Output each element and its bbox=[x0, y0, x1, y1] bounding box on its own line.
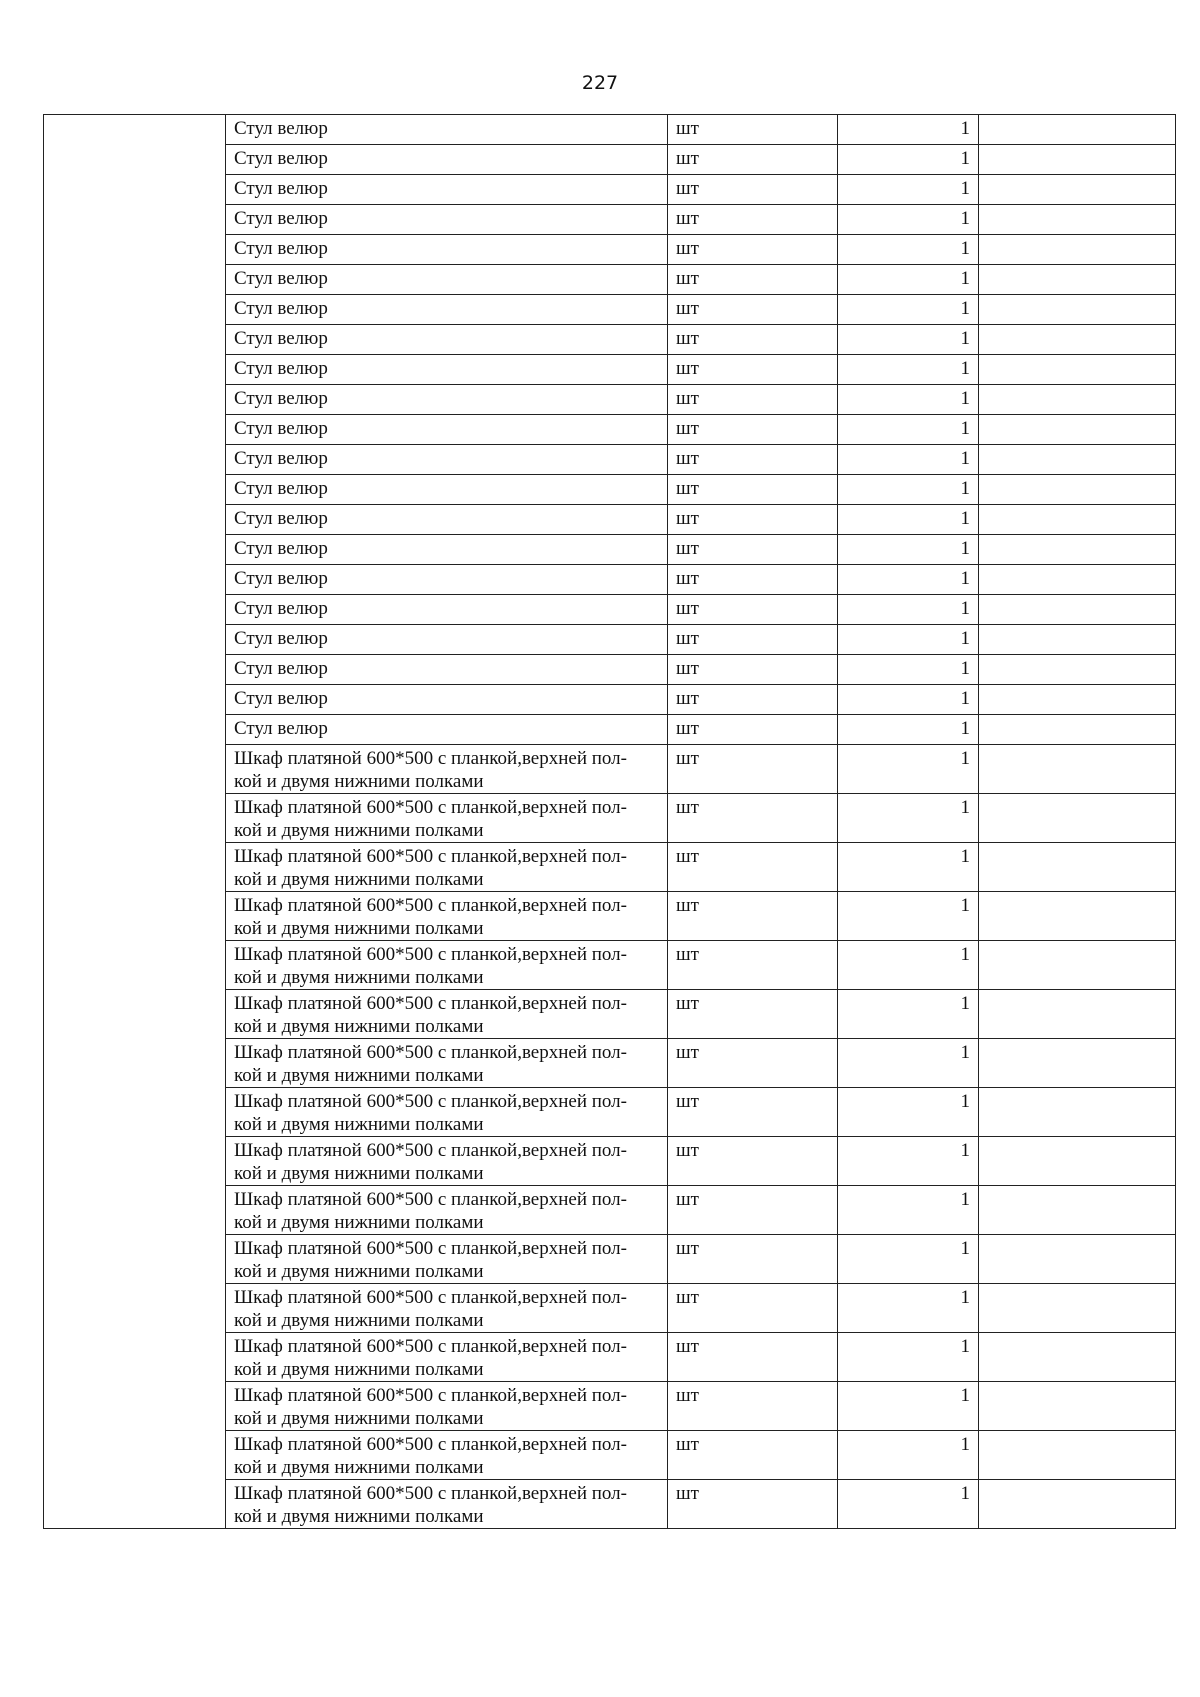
item-note-cell bbox=[979, 625, 1176, 655]
item-note-cell bbox=[979, 265, 1176, 295]
item-quantity-cell: 1 bbox=[838, 1431, 979, 1480]
item-quantity-cell: 1 bbox=[838, 685, 979, 715]
item-quantity-cell: 1 bbox=[838, 1382, 979, 1431]
item-unit-cell: шт bbox=[668, 1235, 838, 1284]
item-name-line: кой и двумя нижними полками bbox=[234, 1457, 484, 1478]
item-unit-cell: шт bbox=[668, 1088, 838, 1137]
item-name-line: кой и двумя нижними полками bbox=[234, 1212, 484, 1233]
item-note-cell bbox=[979, 205, 1176, 235]
item-quantity-cell: 1 bbox=[838, 415, 979, 445]
item-note-cell bbox=[979, 385, 1176, 415]
item-name-cell bbox=[226, 115, 668, 145]
item-note-cell bbox=[979, 325, 1176, 355]
item-name-line: Шкаф платяной 600*500 с планкой,верхней пол- bbox=[234, 846, 627, 867]
item-unit-cell: шт bbox=[668, 535, 838, 565]
item-name-line: Стул велюр bbox=[234, 298, 328, 319]
item-quantity-cell: 1 bbox=[838, 843, 979, 892]
item-quantity-cell: 1 bbox=[838, 505, 979, 535]
item-name-line: Шкаф платяной 600*500 с планкой,верхней пол- bbox=[234, 1140, 627, 1161]
item-name-cell bbox=[226, 475, 668, 505]
item-name-cell bbox=[226, 295, 668, 325]
item-name-cell bbox=[226, 145, 668, 175]
item-unit-cell: шт bbox=[668, 625, 838, 655]
item-name-line: Шкаф платяной 600*500 с планкой,верхней пол- bbox=[234, 1385, 627, 1406]
item-name-cell bbox=[226, 385, 668, 415]
item-note-cell bbox=[979, 685, 1176, 715]
item-note-cell bbox=[979, 565, 1176, 595]
item-unit-cell: шт bbox=[668, 385, 838, 415]
item-name-line: кой и двумя нижними полками bbox=[234, 918, 484, 939]
item-name-cell bbox=[226, 355, 668, 385]
item-name-line: кой и двумя нижними полками bbox=[234, 967, 484, 988]
item-name-line: кой и двумя нижними полками bbox=[234, 1261, 484, 1282]
item-note-cell bbox=[979, 475, 1176, 505]
item-note-cell bbox=[979, 1333, 1176, 1382]
item-unit-cell: шт bbox=[668, 115, 838, 145]
item-name-cell bbox=[226, 892, 668, 941]
item-quantity-cell: 1 bbox=[838, 1284, 979, 1333]
page-number: 227 bbox=[581, 72, 619, 94]
item-note-cell bbox=[979, 505, 1176, 535]
item-name-line: Стул велюр bbox=[234, 628, 328, 649]
item-unit-cell: шт bbox=[668, 175, 838, 205]
item-name-cell bbox=[226, 1382, 668, 1431]
item-note-cell bbox=[979, 941, 1176, 990]
item-name-line: Шкаф платяной 600*500 с планкой,верхней пол- bbox=[234, 1189, 627, 1210]
item-unit-cell: шт bbox=[668, 1431, 838, 1480]
item-quantity-cell: 1 bbox=[838, 1088, 979, 1137]
item-name-line: Стул велюр bbox=[234, 208, 328, 229]
item-unit-cell: шт bbox=[668, 325, 838, 355]
item-note-cell bbox=[979, 1186, 1176, 1235]
item-unit-cell: шт bbox=[668, 1186, 838, 1235]
item-name-line: Шкаф платяной 600*500 с планкой,верхней пол- bbox=[234, 944, 627, 965]
item-name-line: Шкаф платяной 600*500 с планкой,верхней пол- bbox=[234, 1434, 627, 1455]
item-unit-cell: шт bbox=[668, 235, 838, 265]
item-unit-cell: шт bbox=[668, 685, 838, 715]
item-name-line: Шкаф платяной 600*500 с планкой,верхней пол- bbox=[234, 895, 627, 916]
item-note-cell bbox=[979, 175, 1176, 205]
item-unit-cell: шт bbox=[668, 505, 838, 535]
item-unit-cell: шт bbox=[668, 595, 838, 625]
item-name-line: Стул велюр bbox=[234, 598, 328, 619]
item-name-line: кой и двумя нижними полками bbox=[234, 1016, 484, 1037]
item-name-cell bbox=[226, 1431, 668, 1480]
item-unit-cell: шт bbox=[668, 745, 838, 794]
item-name-line: Стул велюр bbox=[234, 418, 328, 439]
item-name-line: Стул велюр bbox=[234, 688, 328, 709]
item-name-line: Стул велюр bbox=[234, 538, 328, 559]
item-name-cell bbox=[226, 535, 668, 565]
item-name-cell bbox=[226, 325, 668, 355]
item-quantity-cell: 1 bbox=[838, 115, 979, 145]
item-name-line: Шкаф платяной 600*500 с планкой,верхней пол- bbox=[234, 1238, 627, 1259]
item-note-cell bbox=[979, 1088, 1176, 1137]
item-quantity-cell: 1 bbox=[838, 265, 979, 295]
item-name-cell bbox=[226, 745, 668, 794]
item-unit-cell: шт bbox=[668, 1480, 838, 1529]
item-name-line: кой и двумя нижними полками bbox=[234, 1359, 484, 1380]
item-name-cell bbox=[226, 415, 668, 445]
item-name-line: Стул велюр bbox=[234, 478, 328, 499]
item-name-line: Стул велюр bbox=[234, 148, 328, 169]
item-quantity-cell: 1 bbox=[838, 892, 979, 941]
item-note-cell bbox=[979, 843, 1176, 892]
item-name-line: Стул велюр bbox=[234, 388, 328, 409]
item-quantity-cell: 1 bbox=[838, 794, 979, 843]
item-note-cell bbox=[979, 535, 1176, 565]
table-row bbox=[44, 115, 1176, 145]
item-quantity-cell: 1 bbox=[838, 565, 979, 595]
item-name-cell bbox=[226, 505, 668, 535]
item-note-cell bbox=[979, 794, 1176, 843]
item-unit-cell: шт bbox=[668, 794, 838, 843]
item-unit-cell: шт bbox=[668, 415, 838, 445]
item-quantity-cell: 1 bbox=[838, 385, 979, 415]
item-note-cell bbox=[979, 355, 1176, 385]
item-quantity-cell: 1 bbox=[838, 1137, 979, 1186]
item-note-cell bbox=[979, 445, 1176, 475]
inventory-table-body bbox=[44, 115, 1176, 1529]
item-note-cell bbox=[979, 415, 1176, 445]
item-name-cell bbox=[226, 1088, 668, 1137]
item-note-cell bbox=[979, 145, 1176, 175]
item-note-cell bbox=[979, 655, 1176, 685]
item-name-line: Шкаф платяной 600*500 с планкой,верхней пол- bbox=[234, 1287, 627, 1308]
item-name-cell bbox=[226, 1039, 668, 1088]
item-name-line: кой и двумя нижними полками bbox=[234, 1065, 484, 1086]
item-quantity-cell: 1 bbox=[838, 595, 979, 625]
item-name-line: Стул велюр bbox=[234, 658, 328, 679]
item-unit-cell: шт bbox=[668, 475, 838, 505]
item-note-cell bbox=[979, 1382, 1176, 1431]
item-note-cell bbox=[979, 745, 1176, 794]
item-name-cell bbox=[226, 715, 668, 745]
item-note-cell bbox=[979, 1039, 1176, 1088]
item-note-cell bbox=[979, 1284, 1176, 1333]
item-quantity-cell: 1 bbox=[838, 535, 979, 565]
item-name-cell bbox=[226, 685, 668, 715]
item-note-cell bbox=[979, 715, 1176, 745]
item-name-line: Стул велюр bbox=[234, 118, 328, 139]
item-name-cell bbox=[226, 175, 668, 205]
item-unit-cell: шт bbox=[668, 265, 838, 295]
item-name-cell bbox=[226, 1284, 668, 1333]
item-unit-cell: шт bbox=[668, 941, 838, 990]
item-unit-cell: шт bbox=[668, 1137, 838, 1186]
item-unit-cell: шт bbox=[668, 1039, 838, 1088]
item-unit-cell: шт bbox=[668, 990, 838, 1039]
item-note-cell bbox=[979, 1431, 1176, 1480]
inventory-table bbox=[43, 114, 1176, 1529]
item-quantity-cell: 1 bbox=[838, 941, 979, 990]
group-cell bbox=[44, 115, 226, 1529]
item-name-line: Стул велюр bbox=[234, 328, 328, 349]
item-name-cell bbox=[226, 655, 668, 685]
item-name-line: Шкаф платяной 600*500 с планкой,верхней пол- bbox=[234, 1042, 627, 1063]
item-name-cell bbox=[226, 1235, 668, 1284]
item-name-line: кой и двумя нижними полками bbox=[234, 771, 484, 792]
item-note-cell bbox=[979, 1137, 1176, 1186]
item-unit-cell: шт bbox=[668, 205, 838, 235]
item-name-line: Стул велюр bbox=[234, 358, 328, 379]
item-name-cell bbox=[226, 595, 668, 625]
item-quantity-cell: 1 bbox=[838, 1235, 979, 1284]
item-quantity-cell: 1 bbox=[838, 295, 979, 325]
item-name-cell bbox=[226, 1137, 668, 1186]
item-name-cell bbox=[226, 794, 668, 843]
item-quantity-cell: 1 bbox=[838, 1186, 979, 1235]
item-quantity-cell: 1 bbox=[838, 175, 979, 205]
item-name-line: Стул велюр bbox=[234, 448, 328, 469]
item-quantity-cell: 1 bbox=[838, 475, 979, 505]
item-quantity-cell: 1 bbox=[838, 355, 979, 385]
item-name-cell bbox=[226, 625, 668, 655]
item-unit-cell: шт bbox=[668, 145, 838, 175]
item-name-line: кой и двумя нижними полками bbox=[234, 1408, 484, 1429]
item-name-cell bbox=[226, 565, 668, 595]
item-quantity-cell: 1 bbox=[838, 625, 979, 655]
item-name-line: Шкаф платяной 600*500 с планкой,верхней пол- bbox=[234, 1483, 627, 1504]
item-note-cell bbox=[979, 595, 1176, 625]
item-name-line: Стул велюр bbox=[234, 268, 328, 289]
item-name-line: Шкаф платяной 600*500 с планкой,верхней пол- bbox=[234, 1091, 627, 1112]
item-unit-cell: шт bbox=[668, 355, 838, 385]
item-quantity-cell: 1 bbox=[838, 235, 979, 265]
item-name-cell bbox=[226, 1480, 668, 1529]
item-quantity-cell: 1 bbox=[838, 715, 979, 745]
item-name-line: Стул велюр bbox=[234, 568, 328, 589]
item-unit-cell: шт bbox=[668, 1284, 838, 1333]
item-name-line: кой и двумя нижними полками bbox=[234, 1310, 484, 1331]
item-name-line: кой и двумя нижними полками bbox=[234, 820, 484, 841]
item-unit-cell: шт bbox=[668, 715, 838, 745]
item-quantity-cell: 1 bbox=[838, 445, 979, 475]
item-name-line: Шкаф платяной 600*500 с планкой,верхней пол- bbox=[234, 797, 627, 818]
item-name-cell bbox=[226, 941, 668, 990]
item-name-cell bbox=[226, 265, 668, 295]
item-name-cell bbox=[226, 843, 668, 892]
item-unit-cell: шт bbox=[668, 445, 838, 475]
item-note-cell bbox=[979, 115, 1176, 145]
item-unit-cell: шт bbox=[668, 843, 838, 892]
item-quantity-cell: 1 bbox=[838, 990, 979, 1039]
item-unit-cell: шт bbox=[668, 1333, 838, 1382]
item-note-cell bbox=[979, 990, 1176, 1039]
item-quantity-cell: 1 bbox=[838, 655, 979, 685]
item-quantity-cell: 1 bbox=[838, 145, 979, 175]
item-quantity-cell: 1 bbox=[838, 325, 979, 355]
item-quantity-cell: 1 bbox=[838, 1333, 979, 1382]
item-quantity-cell: 1 bbox=[838, 1039, 979, 1088]
item-quantity-cell: 1 bbox=[838, 205, 979, 235]
item-name-line: Шкаф платяной 600*500 с планкой,верхней пол- bbox=[234, 1336, 627, 1357]
item-name-line: кой и двумя нижними полками bbox=[234, 1114, 484, 1135]
item-name-cell bbox=[226, 235, 668, 265]
item-unit-cell: шт bbox=[668, 1382, 838, 1431]
item-unit-cell: шт bbox=[668, 565, 838, 595]
item-name-line: Шкаф платяной 600*500 с планкой,верхней пол- bbox=[234, 993, 627, 1014]
item-name-cell bbox=[226, 205, 668, 235]
item-name-line: кой и двумя нижними полками bbox=[234, 1506, 484, 1527]
item-unit-cell: шт bbox=[668, 295, 838, 325]
item-name-cell bbox=[226, 445, 668, 475]
item-note-cell bbox=[979, 235, 1176, 265]
item-unit-cell: шт bbox=[668, 655, 838, 685]
item-name-cell bbox=[226, 1333, 668, 1382]
item-name-line: кой и двумя нижними полками bbox=[234, 869, 484, 890]
item-note-cell bbox=[979, 1480, 1176, 1529]
item-quantity-cell: 1 bbox=[838, 1480, 979, 1529]
item-name-line: Шкаф платяной 600*500 с планкой,верхней пол- bbox=[234, 748, 627, 769]
item-name-line: кой и двумя нижними полками bbox=[234, 1163, 484, 1184]
item-note-cell bbox=[979, 892, 1176, 941]
item-name-line: Стул велюр bbox=[234, 508, 328, 529]
item-quantity-cell: 1 bbox=[838, 745, 979, 794]
item-name-line: Стул велюр bbox=[234, 178, 328, 199]
item-note-cell bbox=[979, 295, 1176, 325]
item-note-cell bbox=[979, 1235, 1176, 1284]
item-unit-cell: шт bbox=[668, 892, 838, 941]
item-name-cell bbox=[226, 990, 668, 1039]
item-name-line: Стул велюр bbox=[234, 718, 328, 739]
item-name-line: Стул велюр bbox=[234, 238, 328, 259]
item-name-cell bbox=[226, 1186, 668, 1235]
